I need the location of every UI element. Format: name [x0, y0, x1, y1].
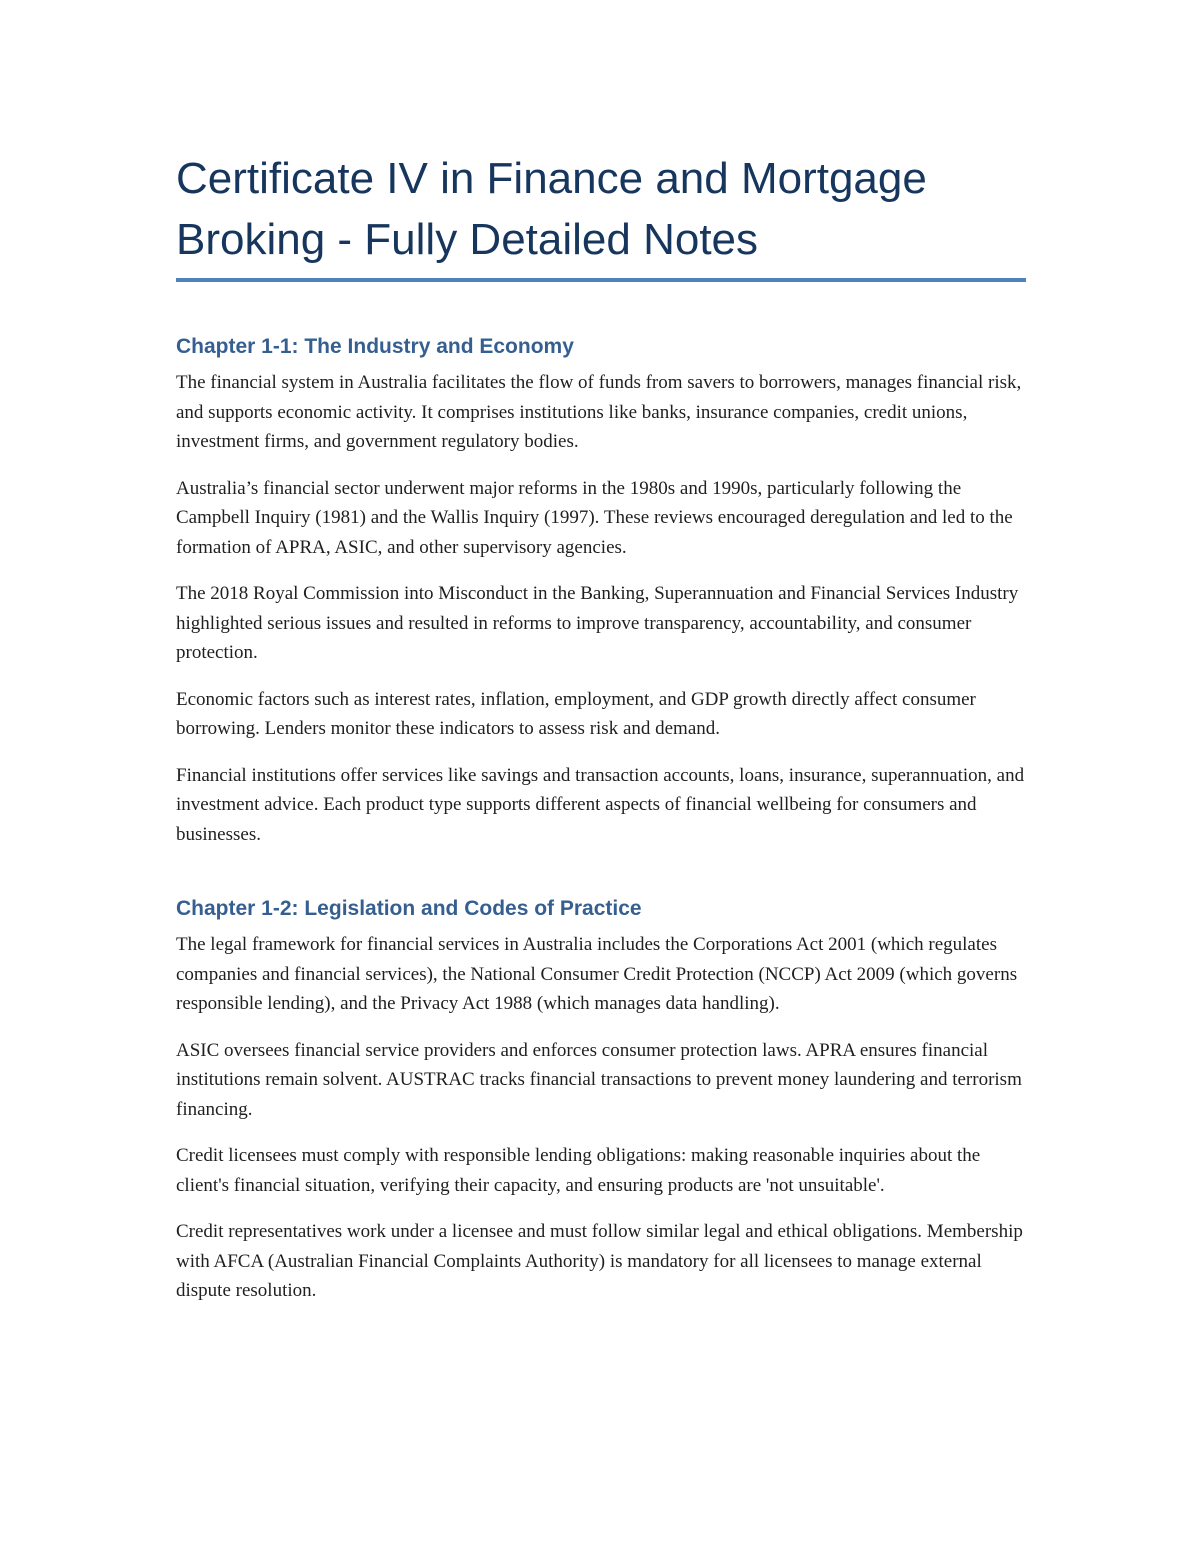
paragraph: Financial institutions offer services like savings and transaction accounts, loans, insurance, superannuation, and investment advice. Each product type supports different aspects of financial wellbeing for consumers and businesses.	[176, 764, 1025, 845]
paragraph: ASIC oversees financial service providers and enforces consumer protection laws. APRA ensures financial institutions remain solvent. AUSTRAC tracks financial transactions to prevent money laundering and terrorism financing.	[176, 1039, 1022, 1120]
paragraph: The legal framework for financial services in Australia includes the Corporations Act 2001 (which regulates companies and financial services), the National Consumer Credit Protection (NCCP) Act 2009 (which governs responsible lending), and the Privacy Act 1988 (which manages data handling).	[176, 934, 1018, 1014]
paragraph: Credit licensees must comply with responsible lending obligations: making reasonable inquiries about the client's financial situation, verifying their capacity, and ensuring products are 'not unsuitable'.	[176, 1145, 981, 1196]
document-title: Certificate IV in Finance and Mortgage Broking - Fully Detailed Notes	[176, 148, 1026, 282]
paragraph: The 2018 Royal Commission into Misconduct in the Banking, Superannuation and Financial Services Industry highlighted serious issues and resulted in reforms to improve transparency, accountability, and consumer protection.	[176, 583, 1019, 663]
chapter-heading: Chapter 1-1: The Industry and Economy	[176, 335, 574, 358]
chapter-heading: Chapter 1-2: Legislation and Codes of Practice	[176, 897, 642, 920]
paragraph: The financial system in Australia facilitates the flow of funds from savers to borrowers, manages financial risk, and supports economic activity. It comprises institutions like banks, insurance companies, credit unions, investment firms, and government regulatory bodies.	[176, 372, 1022, 452]
paragraph: Economic factors such as interest rates, inflation, employment, and GDP growth directly affect consumer borrowing. Lenders monitor these indicators to assess risk and demand.	[176, 688, 976, 739]
document-page	[176, 148, 1026, 1306]
chapter-1-2	[176, 894, 1026, 1306]
chapter-1-1	[176, 332, 1026, 849]
paragraph: Credit representatives work under a licensee and must follow similar legal and ethical obligations. Membership with AFCA (Australian Financial Complaints Authority) is mandatory for all licensees to manage external dispute resolution.	[176, 1221, 1023, 1301]
paragraph: Australia’s financial sector underwent major reforms in the 1980s and 1990s, particularly following the Campbell Inquiry (1981) and the Wallis Inquiry (1997). These reviews encouraged deregulation and led to the formation of APRA, ASIC, and other supervisory agencies.	[176, 477, 1013, 558]
